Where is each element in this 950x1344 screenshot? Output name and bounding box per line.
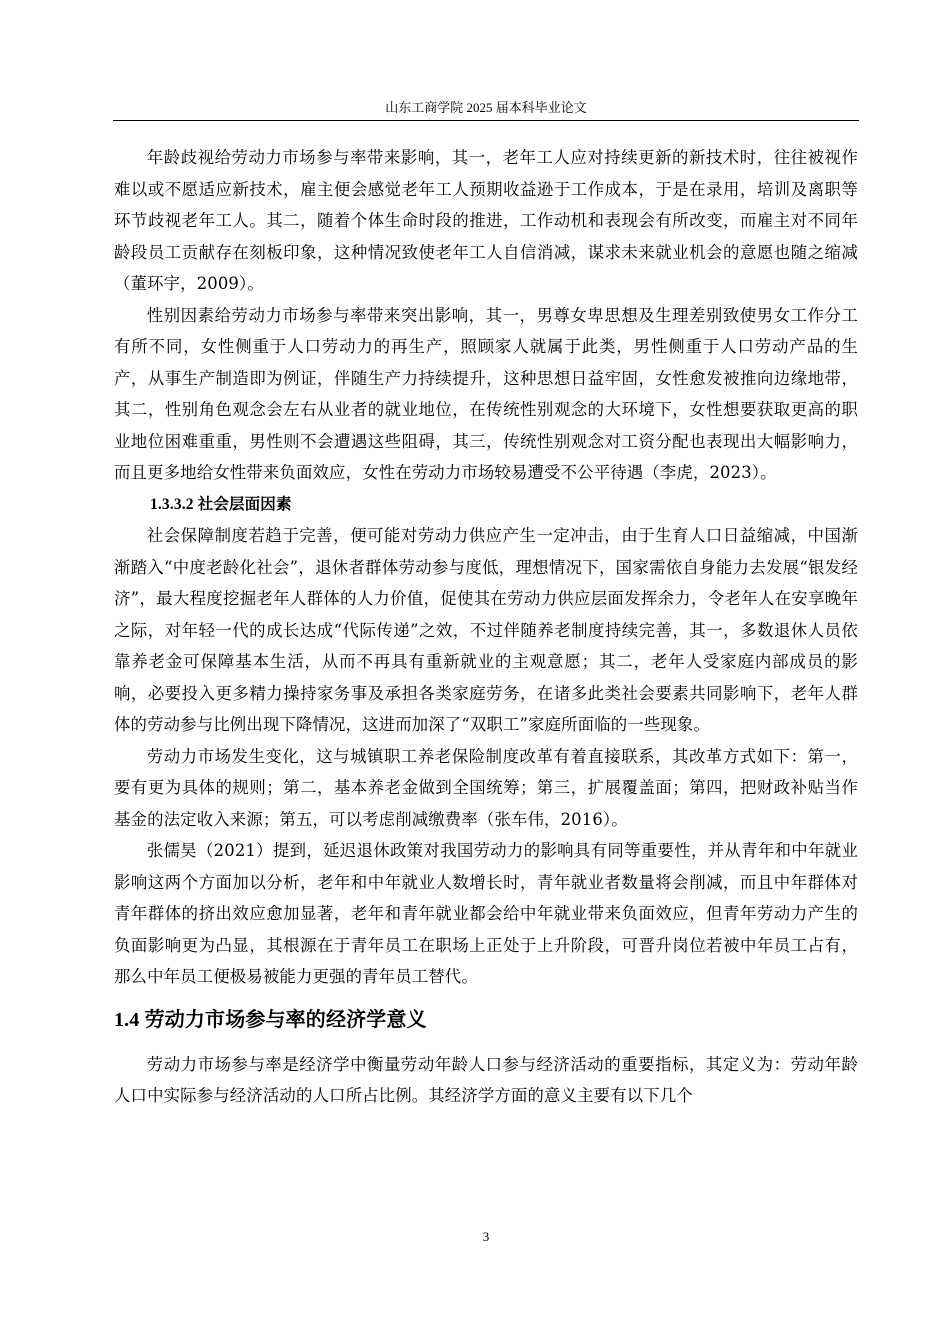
paragraph-social-security: 社会保障制度若趋于完善，便可能对劳动力供应产生一定冲击，由于生育人口日益缩减，中国渐渐踏入“中度老龄化社会”，退休者群体劳动参与度低，理想情况下，国家需依自身能力去发展“银发经济”，最大程度挖掘老年人群体的人力价值，促使其在劳动力供应层面发挥余力，令老年人在安享晚年之际，对年轻一代的成长达成“代际传递”之效，不过伴随养老制度持续完善，其一，多数退休人员依靠养老金可保障基本生活，从而不再具有重新就业的主观意愿；其二，老年人受家庭内部成员的影响，必要投入更多精力操持家务事及承担各类家庭劳务，在诸多此类社会要素共同影响下，老年人群体的劳动参与比例出现下降情况，这进而加深了“双职工”家庭所面临的一些现象。 (114, 526, 858, 734)
header-rule (113, 120, 859, 121)
paragraph-participation-rate: 劳动力市场参与率是经济学中衡量劳动年龄人口参与经济活动的重要指标，其定义为：劳动年龄人口中实际参与经济活动的人口所占比例。其经济学方面的意义主要有以下几个 (114, 1054, 858, 1105)
paragraph-pension-reform: 劳动力市场发生变化，这与城镇职工养老保险制度改革有着直接联系，其改革方式如下：第一，要有更为具体的规则；第二，基本养老金做到全国统筹；第三，扩展覆盖面；第四，把财政补贴当作基金的法定收入来源；第五，可以考虑削减缴费率（张车伟，2016）。 (114, 746, 858, 829)
page-number: 3 (482, 1229, 490, 1244)
document-body (114, 142, 858, 1112)
subsection-heading: 1.3.3.2 社会层面因素 (150, 495, 292, 513)
section-heading: 1.4 劳动力市场参与率的经济学意义 (114, 1008, 427, 1031)
page-header: 山东工商学院 2025 届本科毕业论文 (385, 100, 587, 115)
paragraph-age-discrimination: 年龄歧视给劳动力市场参与率带来影响，其一，老年工人应对持续更新的新技术时，往往被视作难以或不愿适应新技术，雇主便会感觉老年工人预期收益逊于工作成本，于是在录用，培训及离职等环节歧视老年工人。其二，随着个体生命时段的推进，工作动机和表现会有所改变，而雇主对不同年龄段员工贡献存在刻板印象，这种情况致使老年工人自信消减，谋求未来就业机会的意愿也随之缩减（董环宇，2009）。 (114, 148, 858, 293)
paragraph-gender-factors: 性别因素给劳动力市场参与率带来突出影响，其一，男尊女卑思想及生理差别致使男女工作分工有所不同，女性侧重于人口劳动力的再生产，照顾家人就属于此类，男性侧重于人口劳动产品的生产，从事生产制造即为例证，伴随生产力持续提升，这种思想日益牢固，女性愈发被推向边缘地带，其二，性别角色观念会左右从业者的就业地位，在传统性别观念的大环境下，女性想要获取更高的职业地位困难重重，男性则不会遭遇这些阻碍，其三，传统性别观念对工资分配也表现出大幅影响力，而且更多地给女性带来负面效应，女性在劳动力市场较易遭受不公平待遇（李虎，2023）。 (114, 305, 858, 482)
paragraph-delayed-retirement: 张儒昊（2021）提到，延迟退休政策对我国劳动力的影响具有同等重要性，并从青年和中年就业影响这两个方面加以分析，老年和中年就业人数增长时，青年就业者数量将会削减，而且中年群体对青年群体的挤出效应愈加显著，老年和青年就业都会给中年就业带来负面效应，但青年劳动力产生的负面影响更为凸显，其根源在于青年员工在职场上正处于上升阶段，可晋升岗位若被中年员工占有，那么中年员工便极易被能力更强的青年员工替代。 (114, 841, 858, 986)
